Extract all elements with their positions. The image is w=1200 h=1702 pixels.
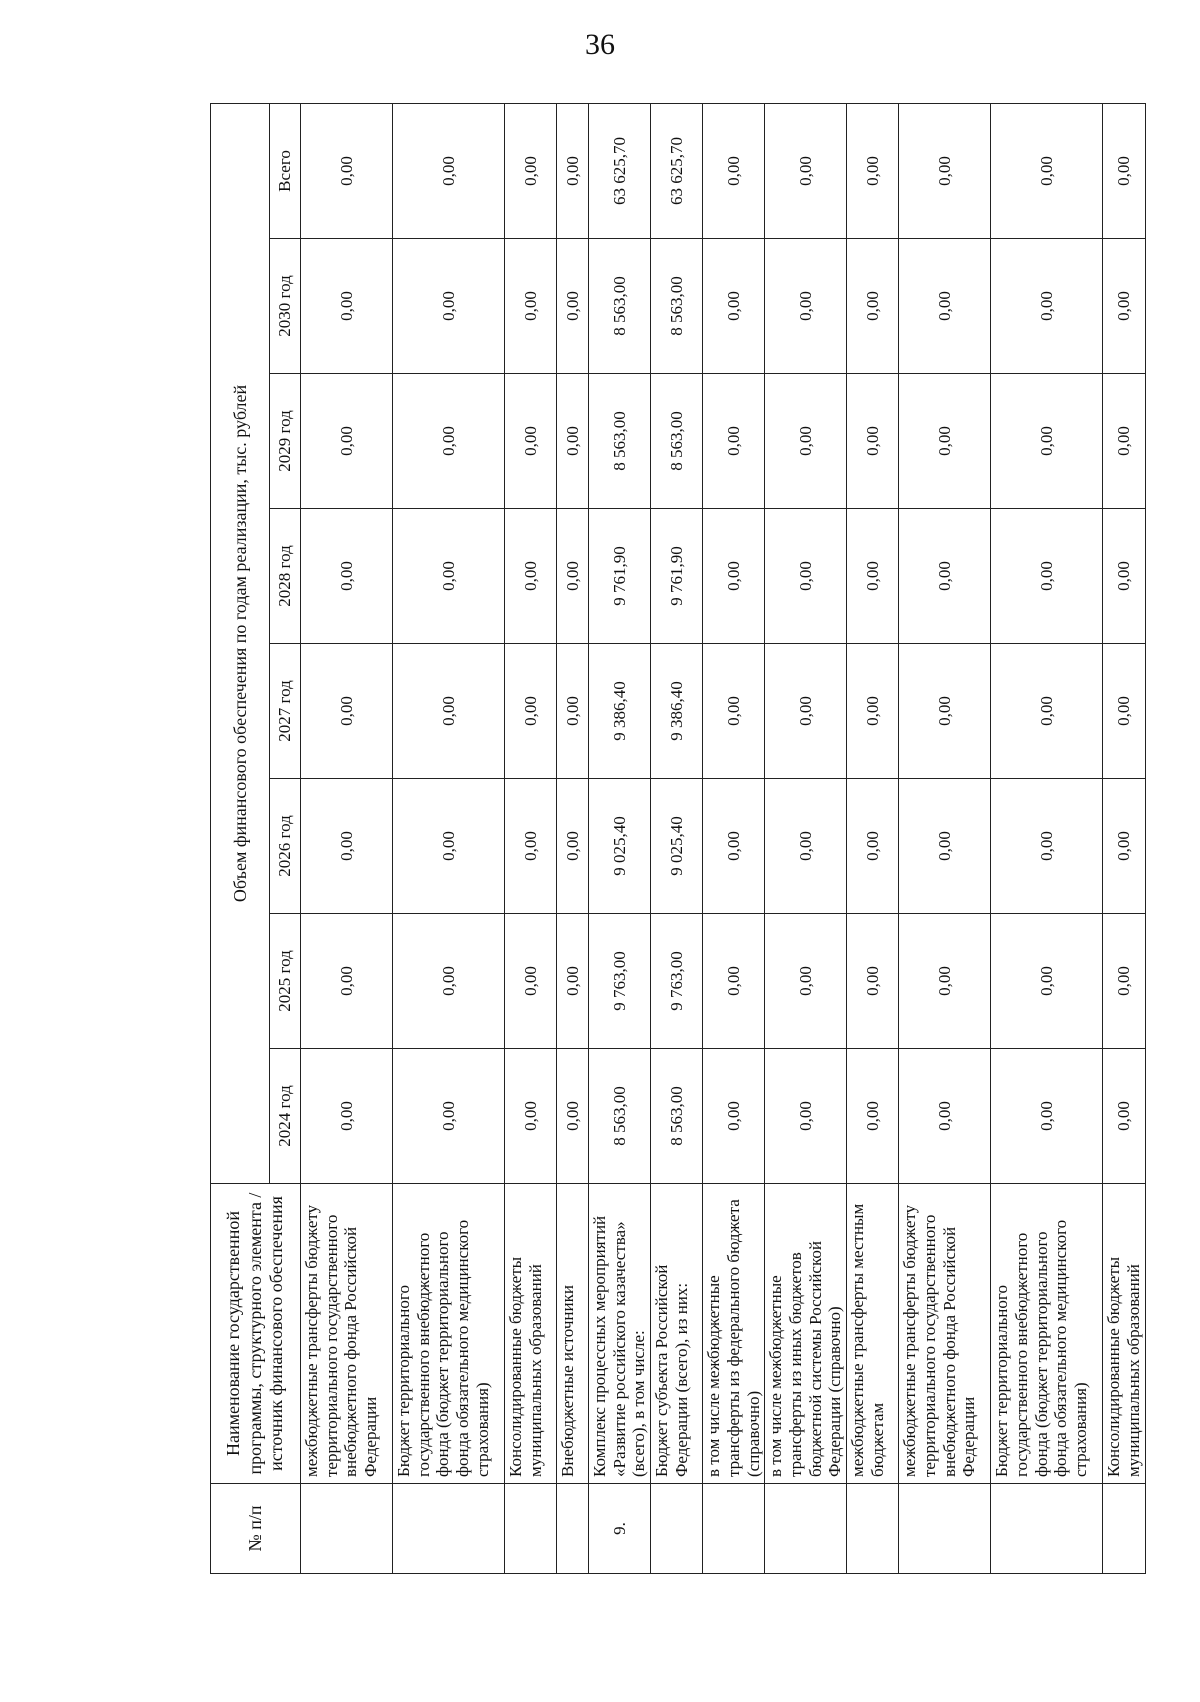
row-value: 0,00: [703, 239, 765, 374]
row-value: 0,00: [899, 644, 991, 779]
row-value: 9 386,40: [651, 644, 703, 779]
row-name: в том числе межбюджетные трансферты из иных бюджетов бюджетной системы Российской Федерации (справочно): [765, 1184, 847, 1484]
row-name: межбюджетные трансферты бюджету территориального государственного внебюджетного фонда Российской Федерации: [899, 1184, 991, 1484]
row-number: [651, 1484, 703, 1574]
header-total: Всего: [270, 103, 301, 238]
row-total: 0,00: [991, 103, 1103, 238]
header-year: 2024 год: [270, 1049, 301, 1184]
row-value: 8 563,00: [589, 239, 651, 374]
row-value: 0,00: [301, 779, 393, 914]
row-value: 0,00: [991, 1049, 1103, 1184]
table-row: [505, 103, 557, 1573]
header-year: 2026 год: [270, 779, 301, 914]
row-number: [557, 1484, 589, 1574]
row-value: 0,00: [847, 1049, 899, 1184]
row-number: [301, 1484, 393, 1574]
row-value: 0,00: [991, 644, 1103, 779]
row-value: 0,00: [505, 779, 557, 914]
row-value: 0,00: [847, 914, 899, 1049]
row-value: 0,00: [765, 779, 847, 914]
row-value: 0,00: [703, 1049, 765, 1184]
header-volume: Объем финансового обеспечения по годам реализации, тыс. рублей: [211, 103, 270, 1183]
row-value: 0,00: [899, 779, 991, 914]
row-value: 0,00: [899, 914, 991, 1049]
row-name: Комплекс процессных мероприятий «Развитие российского казачества» (всего), в том числе:: [589, 1184, 651, 1484]
row-name: межбюджетные трансферты местным бюджетам: [847, 1184, 899, 1484]
row-value: 9 761,90: [589, 509, 651, 644]
row-value: 0,00: [557, 239, 589, 374]
row-value: 0,00: [301, 239, 393, 374]
table-row: [393, 103, 505, 1573]
row-value: 0,00: [1103, 239, 1145, 374]
row-value: 0,00: [765, 914, 847, 1049]
row-value: 0,00: [765, 509, 847, 644]
row-total: 0,00: [505, 103, 557, 238]
row-value: 0,00: [765, 1049, 847, 1184]
row-value: 0,00: [703, 914, 765, 1049]
row-value: 0,00: [557, 1049, 589, 1184]
row-name: Бюджет территориального государственного внебюджетного фонда (бюджет территориального фонда обязательного медицинского страхования): [991, 1184, 1103, 1484]
row-number: [899, 1484, 991, 1574]
row-value: 0,00: [703, 644, 765, 779]
row-value: 9 025,40: [651, 779, 703, 914]
row-name: Бюджет территориального государственного внебюджетного фонда (бюджет территориального фонда обязательного медицинского страхования): [393, 1184, 505, 1484]
table-row: [847, 103, 899, 1573]
row-value: 0,00: [703, 374, 765, 509]
header-year: 2030 год: [270, 239, 301, 374]
table-row: [899, 103, 991, 1573]
row-total: 0,00: [557, 103, 589, 238]
row-value: 0,00: [505, 509, 557, 644]
row-value: 0,00: [505, 239, 557, 374]
row-value: 0,00: [991, 914, 1103, 1049]
row-value: 0,00: [899, 239, 991, 374]
row-value: 0,00: [505, 914, 557, 1049]
table-row: [1103, 103, 1145, 1573]
row-value: 0,00: [1103, 644, 1145, 779]
row-value: 0,00: [393, 239, 505, 374]
table-row: [301, 103, 393, 1573]
row-name: межбюджетные трансферты бюджету территориального государственного внебюджетного фонда Российской Федерации: [301, 1184, 393, 1484]
row-value: 0,00: [899, 374, 991, 509]
table-row: [589, 103, 651, 1573]
row-value: 9 386,40: [589, 644, 651, 779]
row-number: [393, 1484, 505, 1574]
row-total: 63 625,70: [589, 103, 651, 238]
row-value: 0,00: [393, 509, 505, 644]
row-value: 0,00: [991, 374, 1103, 509]
row-value: 9 761,90: [651, 509, 703, 644]
row-value: 0,00: [991, 779, 1103, 914]
row-value: 0,00: [301, 644, 393, 779]
row-number: 9.: [589, 1484, 651, 1574]
row-total: 0,00: [301, 103, 393, 238]
row-value: 0,00: [899, 509, 991, 644]
row-value: 0,00: [847, 239, 899, 374]
row-value: 9 025,40: [589, 779, 651, 914]
row-name: Консолидированные бюджеты муниципальных образований: [505, 1184, 557, 1484]
rotated-table-container: [210, 104, 1143, 1574]
header-year: 2028 год: [270, 509, 301, 644]
row-value: 0,00: [301, 914, 393, 1049]
row-value: 0,00: [301, 509, 393, 644]
row-value: 0,00: [847, 509, 899, 644]
header-year: 2025 год: [270, 914, 301, 1049]
page-number: 36: [585, 28, 615, 61]
row-value: 0,00: [991, 239, 1103, 374]
row-number: [847, 1484, 899, 1574]
row-value: 9 763,00: [651, 914, 703, 1049]
row-value: 0,00: [301, 1049, 393, 1184]
row-value: 0,00: [393, 374, 505, 509]
row-value: 0,00: [557, 914, 589, 1049]
row-total: 0,00: [1103, 103, 1145, 238]
table-row: [651, 103, 703, 1573]
table-row: [703, 103, 765, 1573]
row-value: 8 563,00: [651, 239, 703, 374]
financing-table: [210, 103, 1146, 1574]
row-value: 0,00: [557, 509, 589, 644]
row-value: 8 563,00: [589, 374, 651, 509]
header-number: № п/п: [211, 1484, 301, 1574]
row-total: 0,00: [847, 103, 899, 238]
row-value: 0,00: [847, 779, 899, 914]
row-value: 0,00: [505, 644, 557, 779]
table-row: [991, 103, 1103, 1573]
row-value: 0,00: [847, 374, 899, 509]
row-total: 0,00: [393, 103, 505, 238]
row-number: [1103, 1484, 1145, 1574]
header-year: 2029 год: [270, 374, 301, 509]
row-value: 0,00: [991, 509, 1103, 644]
row-value: 0,00: [301, 374, 393, 509]
row-value: 0,00: [505, 1049, 557, 1184]
row-value: 0,00: [393, 914, 505, 1049]
row-value: 0,00: [765, 374, 847, 509]
row-total: 0,00: [899, 103, 991, 238]
row-total: 0,00: [765, 103, 847, 238]
row-value: 8 563,00: [651, 1049, 703, 1184]
row-name: Внебюджетные источники: [557, 1184, 589, 1484]
row-value: 0,00: [557, 644, 589, 779]
table-row: [557, 103, 589, 1573]
table-row: [765, 103, 847, 1573]
row-value: 0,00: [703, 779, 765, 914]
row-name: в том числе межбюджетные трансферты из федерального бюджета (справочно): [703, 1184, 765, 1484]
row-value: 0,00: [703, 509, 765, 644]
row-total: 0,00: [703, 103, 765, 238]
row-value: 0,00: [765, 239, 847, 374]
row-value: 8 563,00: [589, 1049, 651, 1184]
row-value: 0,00: [505, 374, 557, 509]
row-value: 0,00: [557, 374, 589, 509]
row-value: 0,00: [847, 644, 899, 779]
row-value: 0,00: [393, 779, 505, 914]
header-name: Наименование государственной программы, структурного элемента / источник финансового обеспечения: [211, 1184, 301, 1484]
row-value: 8 563,00: [651, 374, 703, 509]
row-value: 0,00: [899, 1049, 991, 1184]
row-value: 0,00: [1103, 374, 1145, 509]
row-value: 0,00: [1103, 779, 1145, 914]
row-value: 0,00: [393, 1049, 505, 1184]
row-number: [991, 1484, 1103, 1574]
row-value: 0,00: [1103, 914, 1145, 1049]
row-number: [765, 1484, 847, 1574]
row-total: 63 625,70: [651, 103, 703, 238]
row-value: 9 763,00: [589, 914, 651, 1049]
row-value: 0,00: [765, 644, 847, 779]
header-year: 2027 год: [270, 644, 301, 779]
table-body: [301, 103, 1146, 1573]
row-name: Бюджет субъекта Российской Федерации (всего), из них:: [651, 1184, 703, 1484]
row-value: 0,00: [393, 644, 505, 779]
row-value: 0,00: [1103, 509, 1145, 644]
row-value: 0,00: [1103, 1049, 1145, 1184]
row-number: [505, 1484, 557, 1574]
row-number: [703, 1484, 765, 1574]
row-name: Консолидированные бюджеты муниципальных образований: [1103, 1184, 1145, 1484]
row-value: 0,00: [557, 779, 589, 914]
